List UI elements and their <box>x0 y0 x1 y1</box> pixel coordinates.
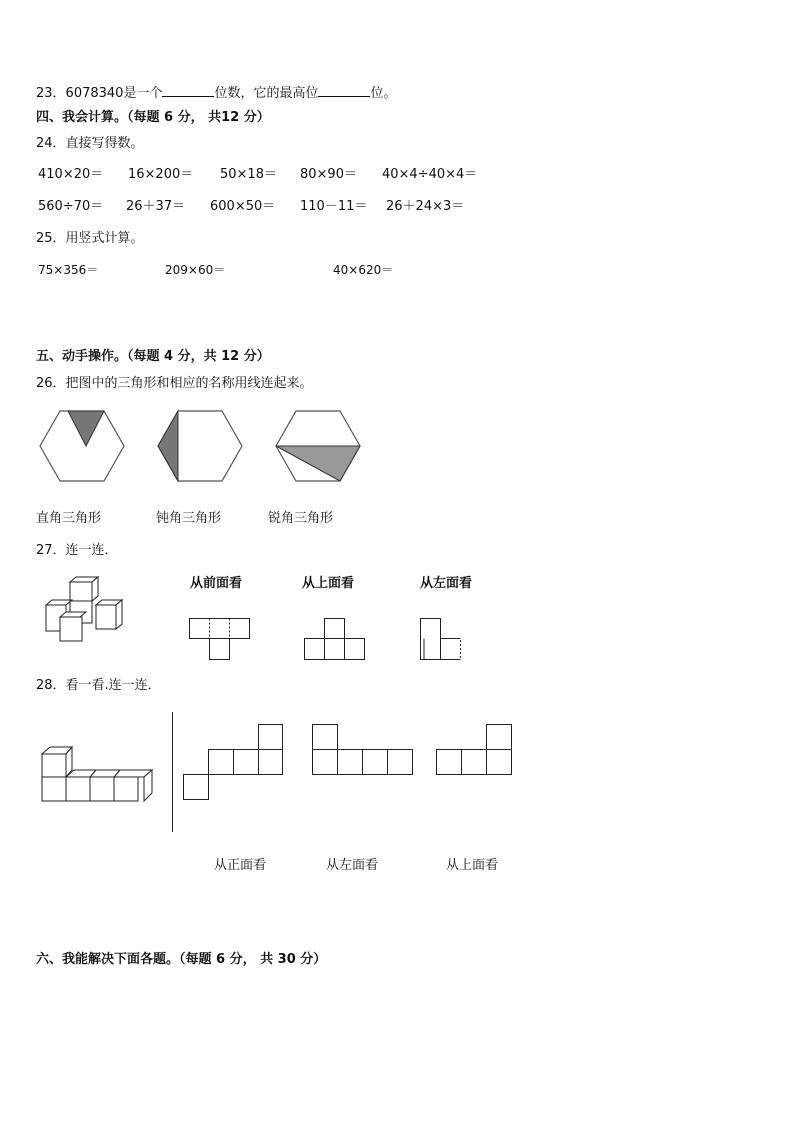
q27-view-left-label[interactable]: 从左面看 <box>420 576 473 591</box>
q23-text-b: 位数，它的最高位 <box>214 86 319 101</box>
q26-label-right[interactable]: 直角三角形 <box>36 511 102 526</box>
q24-r2-c3: 600×50＝ <box>210 199 276 214</box>
section4-title: 四、我会计算。（每题 6 分， 共12 分） <box>36 110 270 125</box>
q26-label-acute[interactable]: 锐角三角形 <box>268 511 334 526</box>
q26-label-obtuse[interactable]: 钝角三角形 <box>156 511 222 526</box>
q28-view-shape-3[interactable] <box>436 724 512 776</box>
q28-view-shape-2[interactable] <box>312 724 413 776</box>
q25-title: 25．用竖式计算。 <box>36 231 144 246</box>
q27-cube-stack[interactable] <box>42 576 126 642</box>
q28-cube-row[interactable] <box>42 746 154 802</box>
q24-r2-c4: 110－11＝ <box>300 199 368 214</box>
q27-view-shape-1[interactable] <box>189 618 251 660</box>
q24-r2-c1: 560÷70＝ <box>38 199 104 214</box>
hexagon-acute-triangle[interactable] <box>276 410 360 482</box>
q28-title: 28．看一看.连一连． <box>36 678 161 693</box>
hexagon-right-triangle[interactable] <box>40 410 124 482</box>
section5-title: 五、动手操作。（每题 4 分，共 12 分） <box>36 349 270 364</box>
q24-r1-c2: 16×200＝ <box>128 167 194 182</box>
q27-title: 27．连一连． <box>36 543 118 558</box>
q24-r2-c2: 26＋37＝ <box>126 199 186 214</box>
q26-title: 26．把图中的三角形和相应的名称用线连起来。 <box>36 376 313 391</box>
q28-view-front-label[interactable]: 从正面看 <box>214 858 267 873</box>
q28-view-shape-1[interactable] <box>183 724 283 800</box>
section6-title: 六、我能解决下面各题。（每题 6 分， 共 30 分） <box>36 952 327 967</box>
q28-divider <box>172 712 173 832</box>
q24-r1-c4: 80×90＝ <box>300 167 357 182</box>
q25-item-1: 75×356＝ <box>38 263 99 277</box>
q23-number: 23． <box>36 86 66 101</box>
q23-blank-2[interactable] <box>318 84 370 97</box>
q24-r1-c1: 410×20＝ <box>38 167 104 182</box>
q27-view-front-label[interactable]: 从前面看 <box>190 576 243 591</box>
q23-text-c: 位。 <box>370 86 397 101</box>
hexagon-obtuse-triangle[interactable] <box>158 410 242 482</box>
q27-view-shape-2[interactable] <box>304 618 366 660</box>
q23-line <box>36 84 396 102</box>
q27-view-top-label[interactable]: 从上面看 <box>302 576 355 591</box>
q28-view-left-label[interactable]: 从左面看 <box>326 858 379 873</box>
q25-item-2: 209×60＝ <box>165 263 226 277</box>
q24-r1-c3: 50×18＝ <box>220 167 277 182</box>
q27-view-shape-3[interactable] <box>420 618 464 660</box>
q23-blank-1[interactable] <box>162 84 214 97</box>
q23-text-a: 6078340是一个 <box>65 86 163 101</box>
q25-item-3: 40×620＝ <box>333 263 394 277</box>
q28-view-top-label[interactable]: 从上面看 <box>446 858 499 873</box>
q24-r2-c5: 26＋24×3＝ <box>386 199 465 214</box>
q24-title: 24．直接写得数。 <box>36 136 144 151</box>
q24-r1-c5: 40×4÷40×4＝ <box>382 167 478 182</box>
